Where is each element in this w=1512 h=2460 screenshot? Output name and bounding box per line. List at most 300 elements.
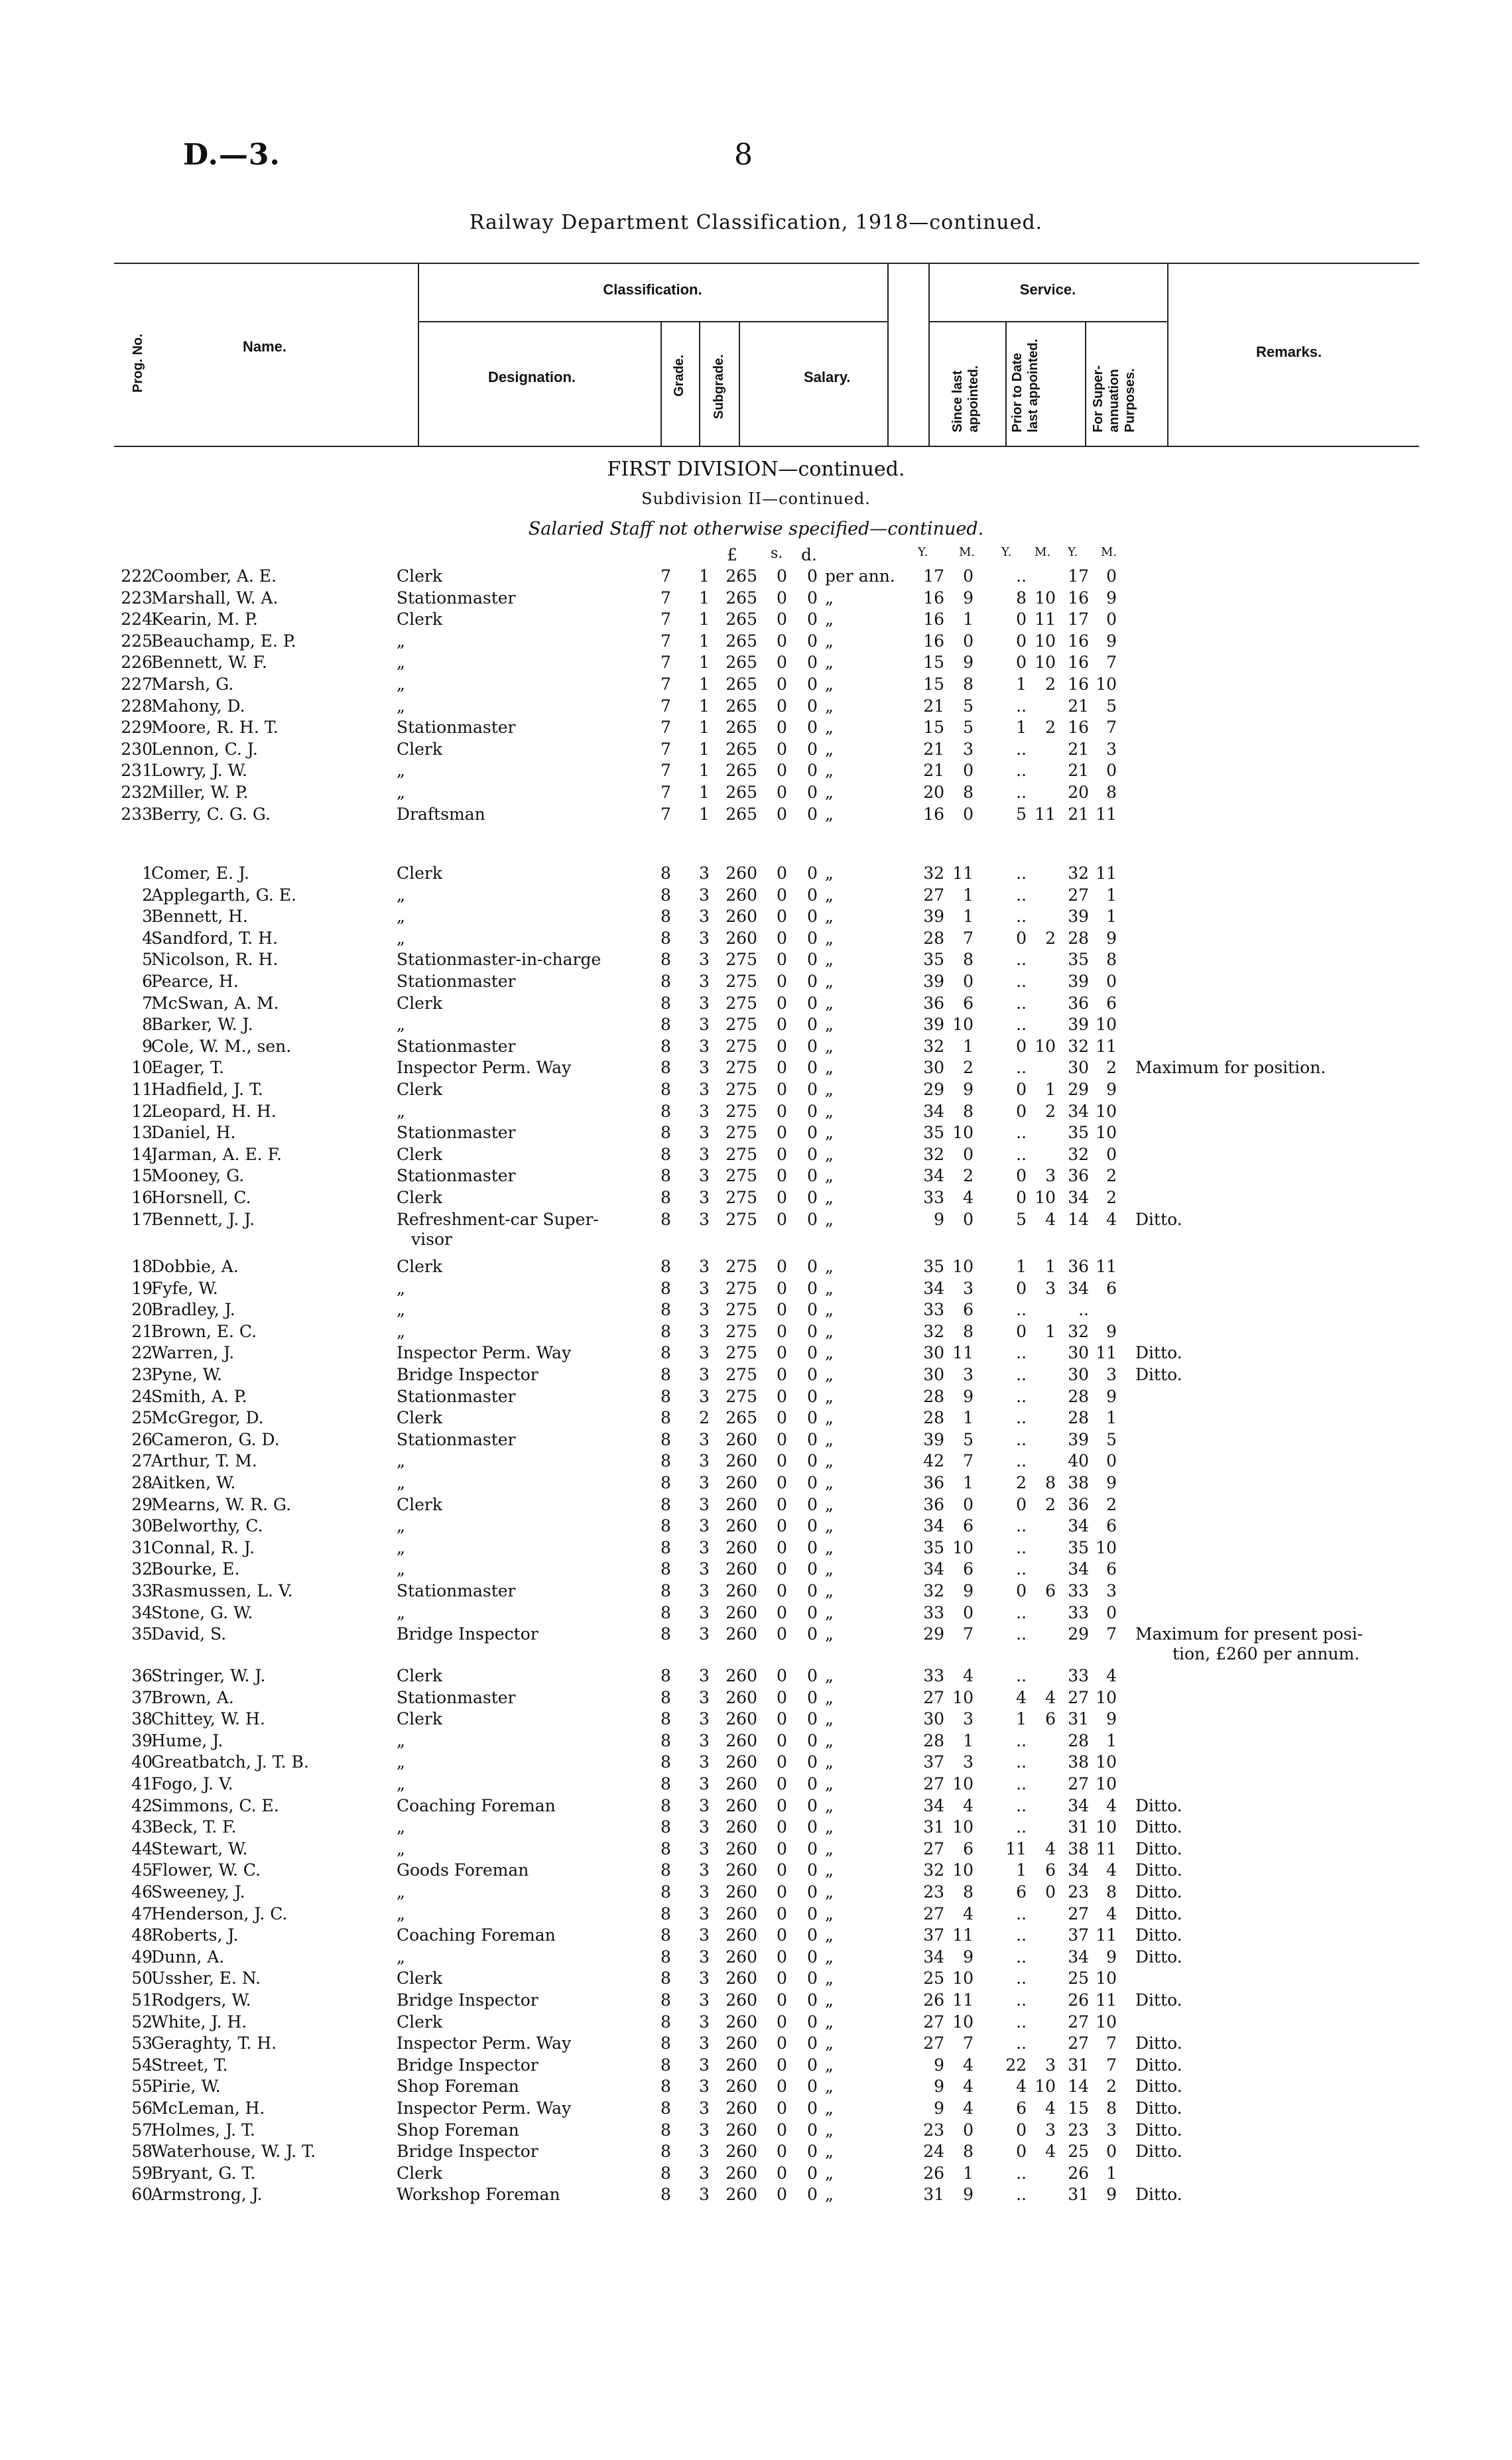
cell-tm: 9	[1106, 1386, 1117, 1406]
cell-des: Workshop Foreman	[397, 2185, 560, 2205]
cell-no: 21	[131, 1321, 153, 1341]
cell-py: 8	[1016, 588, 1027, 608]
cell-des: Stationmaster	[397, 1429, 516, 1449]
cell-no: 26	[131, 1429, 153, 1449]
cell-sh: 0	[777, 1969, 787, 1988]
cell-per: „	[825, 739, 834, 759]
cell-name: Lennon, C. J.	[151, 739, 258, 759]
cell-g: 8	[661, 928, 671, 948]
cell-tm: 7	[1106, 2055, 1117, 2075]
col-divider	[1167, 263, 1168, 446]
cell-py: 5	[1016, 1209, 1027, 1229]
cell-des: Shop Foreman	[397, 2077, 519, 2097]
cell-g: 8	[661, 1473, 671, 1492]
cell-ty: 16	[1068, 631, 1089, 651]
cell-pm: 2	[1045, 718, 1056, 738]
cell-s: 3	[699, 1058, 710, 1078]
cell-s: 1	[699, 696, 710, 716]
cell-sh: 0	[777, 1602, 787, 1622]
cell-sy: 17	[923, 566, 944, 586]
cell-pm: 0	[1045, 1882, 1056, 1902]
cell-sh: 0	[777, 885, 787, 905]
cell-ty: 40	[1068, 1451, 1089, 1471]
cell-pm: 10	[1035, 1188, 1056, 1207]
cell-lb: 260	[725, 2055, 757, 2075]
cell-sh: 0	[777, 1817, 787, 1837]
cell-d: 0	[807, 1343, 818, 1363]
cell-tm: 0	[1106, 1144, 1117, 1164]
cell-per: „	[825, 1925, 834, 1945]
cell-tm: 2	[1106, 1058, 1117, 1078]
cell-sm: 4	[963, 1904, 974, 1923]
cell-tm: 11	[1096, 804, 1117, 824]
cell-no: 8	[142, 1015, 153, 1035]
cell-s: 3	[699, 1602, 710, 1622]
cell-sy: 29	[923, 1080, 944, 1099]
cell-py: 11	[1005, 1839, 1027, 1858]
cell-sy: 35	[923, 1257, 944, 1276]
cell-d: 0	[807, 1451, 818, 1471]
cell-tm: 6	[1106, 1516, 1117, 1536]
cell-ty: 28	[1068, 1730, 1089, 1750]
cell-sm: 7	[963, 2034, 974, 2053]
cell-tm: 8	[1106, 950, 1117, 970]
cell-name: Fyfe, W.	[151, 1278, 218, 1298]
col-subgrade: Subgrade.	[712, 354, 726, 419]
cell-per: „	[825, 1321, 834, 1341]
cell-g: 8	[661, 1990, 671, 2010]
cell-d: 0	[807, 739, 818, 759]
cell-sy: 30	[923, 1058, 944, 1078]
cell-no: 44	[131, 1839, 153, 1858]
cell-sh: 0	[777, 2055, 787, 2075]
cell-no: 46	[131, 1882, 153, 1902]
cell-no: 7	[142, 993, 153, 1013]
cell-ty: 34	[1068, 1188, 1089, 1207]
cell-sm: 6	[963, 1516, 974, 1536]
cell-tm: 8	[1106, 2099, 1117, 2118]
cell-g: 8	[661, 885, 671, 905]
cell-pm: 3	[1045, 2120, 1056, 2140]
cell-pm: 6	[1045, 1709, 1056, 1729]
cell-s: 3	[699, 972, 710, 991]
cell-g: 8	[661, 1537, 671, 1557]
cell-py: ..	[1016, 1451, 1027, 1471]
cell-des: Stationmaster	[397, 1687, 516, 1707]
cell-g: 8	[661, 1166, 671, 1186]
cell-d: 0	[807, 1123, 818, 1143]
cell-g: 8	[661, 1925, 671, 1945]
cell-sy: 34	[923, 1101, 944, 1121]
cell-per: „	[825, 631, 834, 651]
cell-des: „	[397, 1774, 405, 1793]
cell-d: 0	[807, 1581, 818, 1600]
cell-per: „	[825, 1036, 834, 1056]
cell-sm: 9	[963, 653, 974, 673]
cell-g: 7	[661, 696, 671, 716]
cell-lb: 260	[725, 2163, 757, 2183]
cell-lb: 260	[725, 2142, 757, 2162]
cell-ty: 35	[1068, 1123, 1089, 1143]
cell-ty: 28	[1068, 928, 1089, 948]
cell-sm: 10	[952, 1015, 974, 1035]
cell-tm: 10	[1096, 1687, 1117, 1707]
cell-sh: 0	[777, 1365, 787, 1384]
cell-s: 3	[699, 1278, 710, 1298]
cell-tm: 9	[1106, 1080, 1117, 1099]
cell-des: Inspector Perm. Way	[397, 2034, 572, 2053]
cell-sm: 3	[963, 1752, 974, 1772]
cell-sy: 35	[923, 1123, 944, 1143]
cell-sm: 4	[963, 1188, 974, 1207]
cell-per: „	[825, 761, 834, 781]
cell-sh: 0	[777, 1058, 787, 1078]
cell-des: „	[397, 885, 405, 905]
cell-sm: 10	[952, 1537, 974, 1557]
cell-g: 8	[661, 1101, 671, 1121]
cell-ty: 39	[1068, 907, 1089, 927]
cell-per: „	[825, 885, 834, 905]
cell-tm: 8	[1106, 1882, 1117, 1902]
cell-no: 19	[131, 1278, 153, 1298]
cell-tm: 11	[1096, 864, 1117, 883]
cell-des: „	[397, 1559, 405, 1579]
cell-py: ..	[1016, 1516, 1027, 1536]
cell-pm: 2	[1045, 1494, 1056, 1514]
cell-sm: 2	[963, 1058, 974, 1078]
cell-per: „	[825, 1795, 834, 1815]
cell-py: ..	[1016, 1624, 1027, 1644]
cell-sh: 0	[777, 739, 787, 759]
cell-sh: 0	[777, 2163, 787, 2183]
cell-sy: 27	[923, 885, 944, 905]
cell-g: 8	[661, 1451, 671, 1471]
cell-py: 0	[1016, 1166, 1027, 1186]
cell-rem: Ditto.	[1135, 1904, 1182, 1923]
cell-tm: 0	[1106, 610, 1117, 629]
cell-des: Clerk	[397, 1408, 443, 1428]
cell-ty: 34	[1068, 1860, 1089, 1880]
cell-tm: 4	[1106, 1666, 1117, 1685]
cell-des: Stationmaster	[397, 1036, 516, 1056]
page-title: Railway Department Classification, 1918—continued.	[469, 211, 1043, 234]
cell-sy: 34	[923, 1166, 944, 1186]
cell-py: ..	[1016, 1795, 1027, 1815]
cell-sm: 3	[963, 1278, 974, 1298]
cell-sh: 0	[777, 696, 787, 716]
cell-tm: 5	[1106, 696, 1117, 716]
cell-pm: 10	[1035, 1036, 1056, 1056]
cell-py: ..	[1016, 2012, 1027, 2032]
cell-name: Brown, E. C.	[151, 1321, 257, 1341]
cell-g: 8	[661, 1300, 671, 1320]
cell-d: 0	[807, 1144, 818, 1164]
unit-pounds: £	[727, 545, 737, 564]
cell-d: 0	[807, 1839, 818, 1858]
cell-ty: 25	[1068, 1969, 1089, 1988]
cell-sy: 39	[923, 972, 944, 991]
cell-sh: 0	[777, 1559, 787, 1579]
cell-py: 0	[1016, 631, 1027, 651]
cell-py: 6	[1016, 1882, 1027, 1902]
cell-sy: 16	[923, 804, 944, 824]
cell-name: Rodgers, W.	[151, 1990, 251, 2010]
cell-per: „	[825, 1860, 834, 1880]
cell-ty: 39	[1068, 1015, 1089, 1035]
cell-des: „	[397, 1904, 405, 1923]
cell-sh: 0	[777, 804, 787, 824]
cell-no: 54	[131, 2055, 153, 2075]
cell-rem: Ditto.	[1135, 2034, 1182, 2053]
cell-per: „	[825, 2163, 834, 2183]
cell-sy: 29	[923, 1624, 944, 1644]
cell-py: 1	[1016, 1709, 1027, 1729]
cell-sm: 0	[963, 972, 974, 991]
cell-tm: 11	[1096, 1036, 1117, 1056]
cell-lb: 275	[725, 1257, 757, 1276]
cell-sh: 0	[777, 2185, 787, 2205]
cell-py: ..	[1016, 2185, 1027, 2205]
cell-sh: 0	[777, 675, 787, 694]
cell-des: „	[397, 1730, 405, 1750]
cell-des: Clerk	[397, 610, 443, 629]
cell-lb: 260	[725, 885, 757, 905]
cell-name: Hume, J.	[151, 1730, 223, 1750]
cell-sy: 9	[934, 2077, 944, 2097]
cell-lb: 275	[725, 972, 757, 991]
cell-sh: 0	[777, 1343, 787, 1363]
cell-ty: 15	[1068, 2099, 1089, 2118]
cell-d: 0	[807, 2012, 818, 2032]
cell-g: 7	[661, 653, 671, 673]
cell-name: Cameron, G. D.	[151, 1429, 280, 1449]
cell-g: 8	[661, 2012, 671, 2032]
cell-rem: Ditto.	[1135, 2120, 1182, 2140]
cell-name: Fogo, J. V.	[151, 1774, 233, 1793]
cell-d: 0	[807, 610, 818, 629]
cell-sh: 0	[777, 1925, 787, 1945]
cell-sh: 0	[777, 1882, 787, 1902]
cell-s: 1	[699, 739, 710, 759]
cell-s: 3	[699, 2120, 710, 2140]
cell-sm: 10	[952, 1687, 974, 1707]
cell-sm: 9	[963, 2185, 974, 2205]
cell-sy: 39	[923, 1429, 944, 1449]
cell-py: 4	[1016, 1687, 1027, 1707]
cell-s: 3	[699, 1386, 710, 1406]
cell-name: Rasmussen, L. V.	[151, 1581, 293, 1600]
cell-sm: 9	[963, 588, 974, 608]
cell-tm: 6	[1106, 1559, 1117, 1579]
col-name: Name.	[243, 338, 287, 355]
cell-des: Stationmaster	[397, 718, 516, 738]
cell-pm: 2	[1045, 1101, 1056, 1121]
cell-ty: 26	[1068, 2163, 1089, 2183]
cell-d: 0	[807, 1365, 818, 1384]
cell-sy: 28	[923, 1730, 944, 1750]
cell-d: 0	[807, 761, 818, 781]
cell-s: 3	[699, 907, 710, 927]
cell-ty: 33	[1068, 1602, 1089, 1622]
cell-lb: 260	[725, 1451, 757, 1471]
cell-pm: 1	[1045, 1257, 1056, 1276]
cell-g: 8	[661, 1209, 671, 1229]
cell-py: 5	[1016, 804, 1027, 824]
cell-pm: 1	[1045, 1080, 1056, 1099]
cell-tm: 8	[1106, 783, 1117, 802]
cell-g: 8	[661, 1365, 671, 1384]
cell-d: 0	[807, 1321, 818, 1341]
cell-g: 7	[661, 804, 671, 824]
cell-sy: 34	[923, 1516, 944, 1536]
cell-g: 8	[661, 1408, 671, 1428]
cell-des: Clerk	[397, 1666, 443, 1685]
cell-sm: 0	[963, 1144, 974, 1164]
cell-no: 35	[131, 1624, 153, 1644]
cell-d: 0	[807, 631, 818, 651]
cell-per: „	[825, 1559, 834, 1579]
cell-des: „	[397, 1882, 405, 1902]
cell-s: 3	[699, 1624, 710, 1644]
cell-tm: 9	[1106, 2185, 1117, 2205]
cell-tm: 7	[1106, 653, 1117, 673]
cell-per: „	[825, 1990, 834, 2010]
cell-no: 52	[131, 2012, 153, 2032]
cell-des: Clerk	[397, 864, 443, 883]
cell-des: Clerk	[397, 2012, 443, 2032]
cell-sy: 27	[923, 1839, 944, 1858]
cell-ty: 23	[1068, 2120, 1089, 2140]
cell-sh: 0	[777, 1386, 787, 1406]
cell-per: „	[825, 1709, 834, 1729]
cell-per: „	[825, 1473, 834, 1492]
cell-d: 0	[807, 1687, 818, 1707]
cell-sm: 1	[963, 885, 974, 905]
cell-per: „	[825, 993, 834, 1013]
cell-per: „	[825, 1904, 834, 1923]
cell-tm: 4	[1106, 1795, 1117, 1815]
cell-py: 0	[1016, 1581, 1027, 1600]
cell-py: 0	[1016, 653, 1027, 673]
cell-rem: Ditto.	[1135, 1795, 1182, 1815]
cell-g: 8	[661, 1516, 671, 1536]
cell-d: 0	[807, 804, 818, 824]
cell-sy: 34	[923, 1795, 944, 1815]
cell-lb: 260	[725, 2034, 757, 2053]
cell-per: „	[825, 1624, 834, 1644]
cell-sm: 4	[963, 2055, 974, 2075]
cell-s: 3	[699, 1817, 710, 1837]
cell-des: „	[397, 783, 405, 802]
cell-sy: 32	[923, 1860, 944, 1880]
cell-per: „	[825, 2142, 834, 2162]
cell-g: 8	[661, 1624, 671, 1644]
cell-tm: 2	[1106, 2077, 1117, 2097]
unit-m: M.	[959, 545, 976, 559]
cell-lb: 260	[725, 1559, 757, 1579]
cell-lb: 260	[725, 1687, 757, 1707]
cell-no: 51	[131, 1990, 153, 2010]
cell-name: Daniel, H.	[151, 1123, 236, 1143]
cell-no: 6	[142, 972, 153, 991]
cell-lb: 260	[725, 1882, 757, 1902]
cell-no: 223	[121, 588, 153, 608]
cell-no: 5	[142, 950, 153, 970]
cell-d: 0	[807, 696, 818, 716]
col-classification: Classification.	[603, 281, 702, 298]
cell-s: 3	[699, 1429, 710, 1449]
cell-no: 30	[131, 1516, 153, 1536]
cell-s: 3	[699, 1795, 710, 1815]
cell-no: 232	[121, 783, 153, 802]
cell-s: 3	[699, 1343, 710, 1363]
cell-g: 8	[661, 1080, 671, 1099]
cell-d: 0	[807, 1516, 818, 1536]
cell-per: „	[825, 1969, 834, 1988]
cell-per: „	[825, 718, 834, 738]
cell-s: 1	[699, 718, 710, 738]
cell-sm: 10	[952, 1817, 974, 1837]
cell-sm: 5	[963, 696, 974, 716]
cell-no: 45	[131, 1860, 153, 1880]
cell-tm: 10	[1096, 1774, 1117, 1793]
cell-name: Roberts, J.	[151, 1925, 239, 1945]
cell-sh: 0	[777, 2077, 787, 2097]
cell-d: 0	[807, 1429, 818, 1449]
cell-des: „	[397, 631, 405, 651]
cell-des: „	[397, 675, 405, 694]
cell-ty: 34	[1068, 1516, 1089, 1536]
cell-s: 3	[699, 1036, 710, 1056]
cell-s: 3	[699, 1123, 710, 1143]
cell-lb: 260	[725, 907, 757, 927]
cell-tm: 0	[1106, 972, 1117, 991]
cell-ty: 28	[1068, 1386, 1089, 1406]
cell-py: ..	[1016, 1730, 1027, 1750]
cell-s: 3	[699, 1080, 710, 1099]
cell-name: McSwan, A. M.	[151, 993, 279, 1013]
cell-tm: 1	[1106, 1730, 1117, 1750]
cell-sy: 37	[923, 1752, 944, 1772]
cell-sh: 0	[777, 1209, 787, 1229]
cell-sy: 25	[923, 1969, 944, 1988]
cell-ty: 34	[1068, 1559, 1089, 1579]
cell-rem: Ditto.	[1135, 2077, 1182, 2097]
cell-ty: 39	[1068, 1429, 1089, 1449]
cell-tm: 3	[1106, 1365, 1117, 1384]
cell-d: 0	[807, 972, 818, 991]
col-grade: Grade.	[672, 354, 686, 397]
cell-sy: 34	[923, 1559, 944, 1579]
cell-name: Barker, W. J.	[151, 1015, 253, 1035]
cell-ty: 21	[1068, 804, 1089, 824]
cell-sy: 30	[923, 1365, 944, 1384]
cell-sy: 39	[923, 907, 944, 927]
cell-g: 7	[661, 718, 671, 738]
cell-lb: 275	[725, 1080, 757, 1099]
subdivision-heading: Subdivision II—continued.	[641, 489, 871, 508]
cell-no: 2	[142, 885, 153, 905]
cell-s: 3	[699, 928, 710, 948]
cell-des: „	[397, 1602, 405, 1622]
cell-ty: 39	[1068, 972, 1089, 991]
cell-ty: 34	[1068, 1795, 1089, 1815]
cell-py: 0	[1016, 1494, 1027, 1514]
cell-g: 8	[661, 2120, 671, 2140]
cell-lb: 265	[725, 718, 757, 738]
cell-py: ..	[1016, 1343, 1027, 1363]
cell-g: 8	[661, 1015, 671, 1035]
